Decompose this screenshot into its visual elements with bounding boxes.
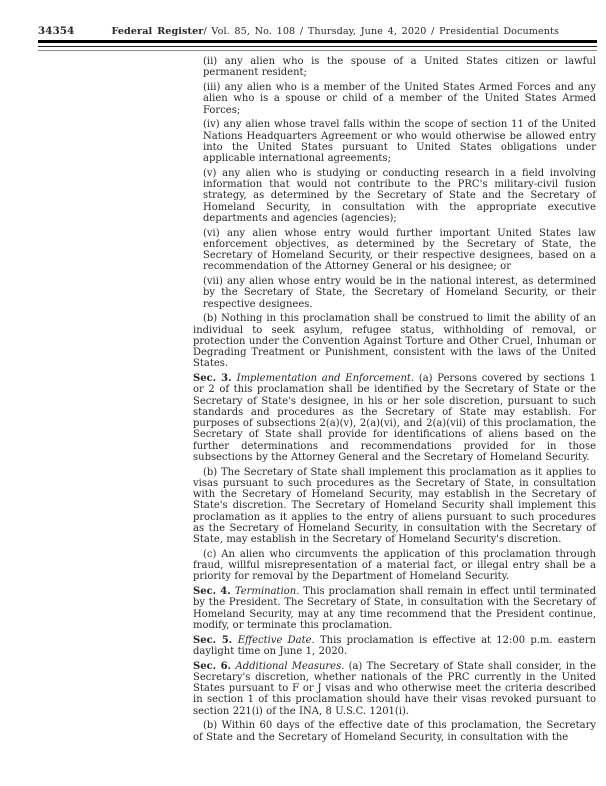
section-label: Sec. 4.: [193, 586, 235, 597]
section-paragraph: Sec. 5. Effective Date. This proclamation is effective at 12:00 p.m. eastern daylight time on June 1, 2020.: [193, 634, 596, 657]
section-title: Termination.: [234, 586, 304, 597]
header-rule-thick: [38, 40, 597, 43]
section-label: Sec. 5.: [193, 634, 238, 646]
body-paragraph: (b) The Secretary of State shall implement this proclamation as it applies to visas pursuant to such procedures as the Secretary of State, in consultation with the Secretary of Homeland Security, may establish in the Secretary of State's discretion. The Secretary of Homeland Security shall implement this proclamation as it applies to the entry of aliens pursuant to such procedures as the Secretary of Homeland Security, in consultation with the Secretary of State, may establish in the Secretary of Homeland Security's discretion.: [193, 466, 596, 545]
section-label: Sec. 3.: [193, 373, 237, 384]
masthead: [111, 26, 559, 37]
body-paragraph: (vii) any alien whose entry would be in the national interest, as determined by the Secretary of State, the Secretary of Homeland Security, or their respective designees.: [203, 276, 596, 310]
body-paragraph: (ii) any alien who is the spouse of a United States citizen or lawful permanent resident;: [203, 56, 596, 79]
section-title: Implementation and Enforcement.: [236, 373, 419, 384]
header-rule-double: [38, 46, 597, 51]
section-paragraph: Sec. 4. Termination. This proclamation shall remain in effect until terminated by the President. The Secretary of State, in consultation with the Secretary of Homeland Security, may at any time recommend that the President continue, modify, or terminate this proclamation.: [193, 586, 596, 631]
page-header: [38, 26, 597, 51]
body-paragraph: (v) any alien who is studying or conducting research in a field involving information that would not contribute to the PRC's military-civil fusion strategy, as determined by the Secretary of State and the Secretary of Homeland Security, in consultation with the appropriate executive departments and agencies (agencies);: [203, 167, 596, 224]
section-label: Sec. 6.: [193, 660, 236, 672]
publication-name: Federal Register: [111, 26, 204, 37]
section-title: Effective Date.: [237, 634, 320, 646]
page-number: 34354: [38, 25, 75, 37]
section-paragraph: Sec. 6. Additional Measures. (a) The Secretary of State shall consider, in the Secretary's discretion, whether nationals of the PRC currently in the United States pursuant to F or J visas and who otherwise meet the criteria described in section 1 of this proclamation should have their visas revoked pursuant to section 221(i) of the INA, 8 U.S.C. 1201(i).: [193, 660, 596, 717]
body-paragraph: (b) Nothing in this proclamation shall be construed to limit the ability of an individual to seek asylum, refugee status, withholding of removal, or protection under the Convention Against Torture and Other Cruel, Inhuman or Degrading Treatment or Punishment, consistent with the laws of the United States.: [193, 313, 596, 370]
section-title: Additional Measures.: [235, 660, 349, 672]
body-paragraph: (b) Within 60 days of the effective date of this proclamation, the Secretary of State and the Secretary of Homeland Security, in consultation with the: [193, 720, 596, 743]
body-paragraph: (c) An alien who circumvents the application of this proclamation through fraud, willful misrepresentation of a material fact, or illegal entry shall be a priority for removal by the Department of Homeland Security.: [193, 548, 596, 583]
running-head: [38, 26, 597, 37]
body-paragraph: (vi) any alien whose entry would further important United States law enforcement objectives, as determined by the Secretary of State, the Secretary of Homeland Security, or their respective designees, based on a recommendation of the Attorney General or his designee; or: [203, 227, 596, 273]
issue-info: / Vol. 85, No. 108 / Thursday, June 4, 2020 / Presidential Documents: [203, 26, 560, 37]
document-body: [193, 56, 596, 746]
body-paragraph: (iii) any alien who is a member of the United States Armed Forces and any alien who is a spouse or child of a member of the United States Armed Forces;: [203, 82, 596, 116]
body-paragraph: (iv) any alien whose travel falls within the scope of section 11 of the United Nations Headquarters Agreement or who would otherwise be allowed entry into the United States pursuant to United States obligations under applicable international agreements;: [203, 119, 596, 164]
section-paragraph: Sec. 3. Implementation and Enforcement. (a) Persons covered by sections 1 or 2 of this proclamation shall be identified by the Secretary of State or the Secretary of State's designee, in his or her sole discretion, pursuant to such standards and procedures as the Secretary of State may establish. For purposes of subsections 2(a)(v), 2(a)(vi), and 2(a)(vii) of this proclamation, the Secretary of State shall provide for identifications of aliens based on the further determinations and recommendations provided for in those subsections by the Attorney General and the Secretary of Homeland Security.: [193, 373, 596, 463]
